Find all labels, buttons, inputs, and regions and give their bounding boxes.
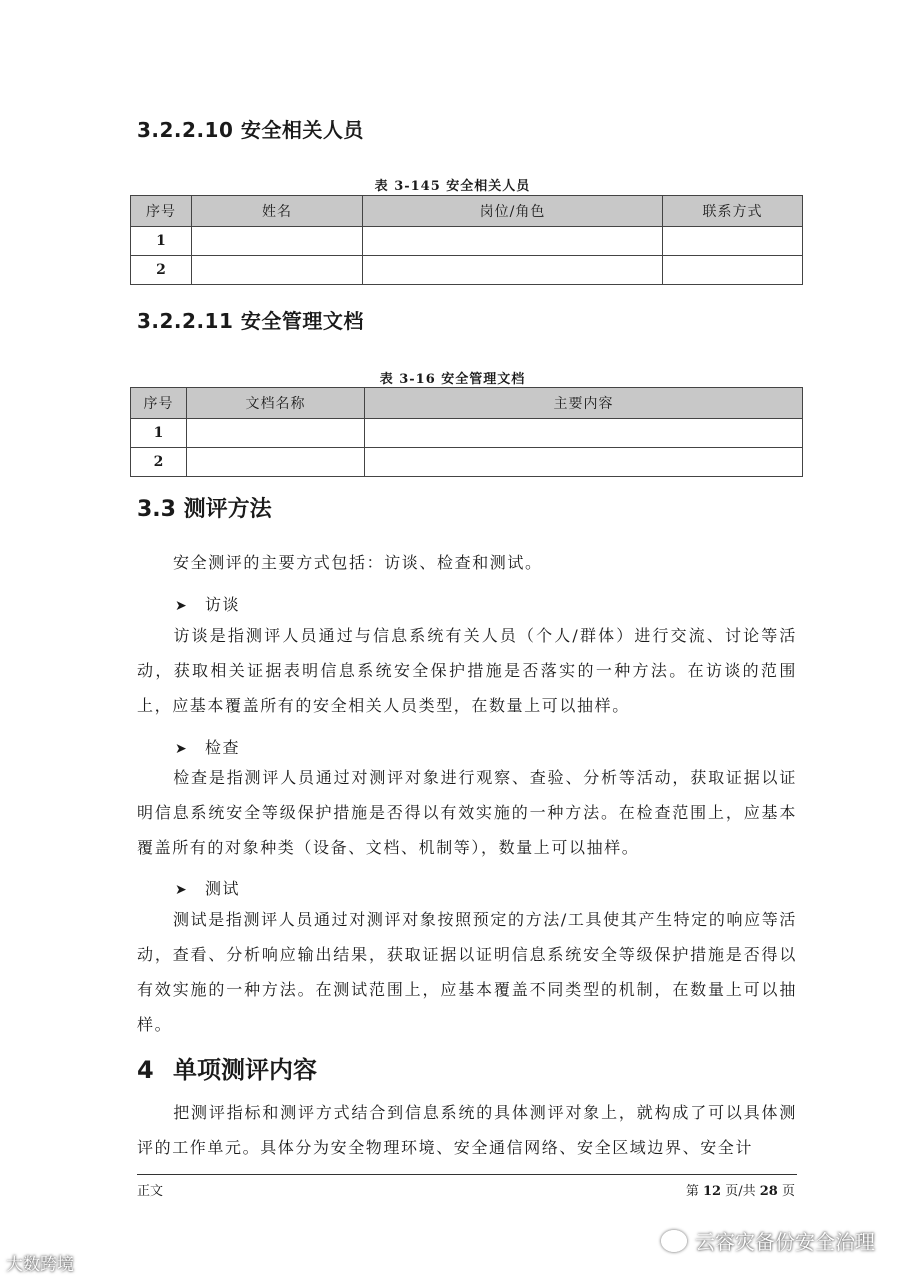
section-title: 单项测评内容	[173, 1056, 317, 1084]
page-current: 12	[702, 1184, 722, 1199]
page-prefix: 第	[685, 1184, 699, 1199]
table-cell	[192, 227, 363, 256]
table-cell	[363, 256, 663, 285]
intro-paragraph	[137, 545, 797, 580]
arrowhead-icon: ➤	[175, 882, 189, 898]
bullet-interview	[175, 592, 240, 615]
footer-label: 正文	[137, 1184, 164, 1199]
table-cell: 1	[131, 419, 187, 448]
table-cell: 1	[131, 227, 192, 256]
footer-divider	[137, 1174, 797, 1175]
table-cell	[363, 227, 663, 256]
table2-caption: 表 3-16 安全管理文档	[379, 372, 526, 387]
table-header-cell: 序号	[131, 196, 192, 227]
heading-3-2-2-10: 3.2.2.10 安全相关人员	[137, 118, 364, 142]
table-cell	[365, 419, 803, 448]
check-text: 检查是指测评人员通过对测评对象进行观察、查验、分析等活动，获取证据以证明信息系统安全等级保护措施是否得以有效实施的一种方法。在检查范围上，应基本覆盖所有的对象种类（设备、文档、机制等），数量上可以抽样。	[137, 768, 797, 857]
table-row	[131, 227, 803, 256]
bullet-test	[175, 876, 240, 899]
heading-3-3: 3.3 测评方法	[137, 497, 272, 522]
test-text: 测试是指测评人员通过对测评对象按照预定的方法/工具使其产生特定的响应等活动，查看、分析响应输出结果，获取证据以证明信息系统安全等级保护措施是否得以有效实施的一种方法。在测试范围上，应基本覆盖不同类型的机制，在数量上可以抽样。	[137, 910, 797, 1034]
watermark-right-text: 云容灾备份安全治理	[695, 1230, 875, 1254]
page-total: 28	[759, 1184, 778, 1199]
table-cell	[187, 448, 365, 477]
table-header-row	[131, 388, 803, 419]
section4-paragraph	[137, 1095, 797, 1165]
table-header-cell: 文档名称	[187, 388, 365, 419]
interview-paragraph	[137, 618, 797, 723]
heading-4	[137, 1050, 317, 1085]
section4-text: 把测评指标和测评方式结合到信息系统的具体测评对象上，就构成了可以具体测评的工作单元。具体分为安全物理环境、安全通信网络、安全区域边界、安全计	[137, 1103, 797, 1157]
heading-3-2-2-11: 3.2.2.11 安全管理文档	[137, 309, 364, 333]
table-cell	[187, 419, 365, 448]
table-cell	[663, 227, 803, 256]
table-row	[131, 419, 803, 448]
table-header-cell: 主要内容	[365, 388, 803, 419]
bullet-check	[175, 735, 240, 758]
table-security-documents	[130, 387, 803, 477]
bullet-label: 测试	[205, 879, 241, 898]
table-cell: 2	[131, 256, 192, 285]
interview-text: 访谈是指测评人员通过与信息系统有关人员（个人/群体）进行交流、讨论等活动，获取相关证据表明信息系统安全保护措施是否落实的一种方法。在访谈的范围上，应基本覆盖所有的安全相关人员类型，在数量上可以抽样。	[137, 626, 797, 715]
intro-text: 安全测评的主要方式包括：访谈、检查和测试。	[173, 553, 543, 572]
wechat-icon	[661, 1230, 687, 1252]
test-paragraph	[137, 902, 797, 1042]
watermark-left-text: 大数跨境	[6, 1255, 74, 1275]
arrowhead-icon: ➤	[175, 598, 189, 614]
table-header-cell: 姓名	[192, 196, 363, 227]
page-mid: 页/共	[725, 1184, 756, 1199]
section-number: 4	[137, 1056, 154, 1084]
table1-caption: 表 3-145 安全相关人员	[374, 179, 531, 194]
table-row	[131, 448, 803, 477]
table-row	[131, 256, 803, 285]
check-paragraph	[137, 760, 797, 865]
watermark-left	[6, 1250, 74, 1275]
arrowhead-icon: ➤	[175, 741, 189, 757]
watermark-right	[661, 1226, 875, 1255]
table-cell	[663, 256, 803, 285]
bullet-label: 检查	[205, 738, 241, 757]
table-header-cell: 联系方式	[663, 196, 803, 227]
table-cell	[192, 256, 363, 285]
table-security-personnel	[130, 195, 803, 285]
table-header-cell: 序号	[131, 388, 187, 419]
table-cell: 2	[131, 448, 187, 477]
page-suffix: 页	[781, 1184, 795, 1199]
bullet-label: 访谈	[205, 595, 241, 614]
table-header-cell: 岗位/角色	[363, 196, 663, 227]
page-number	[686, 1180, 795, 1199]
table-header-row	[131, 196, 803, 227]
table-cell	[365, 448, 803, 477]
